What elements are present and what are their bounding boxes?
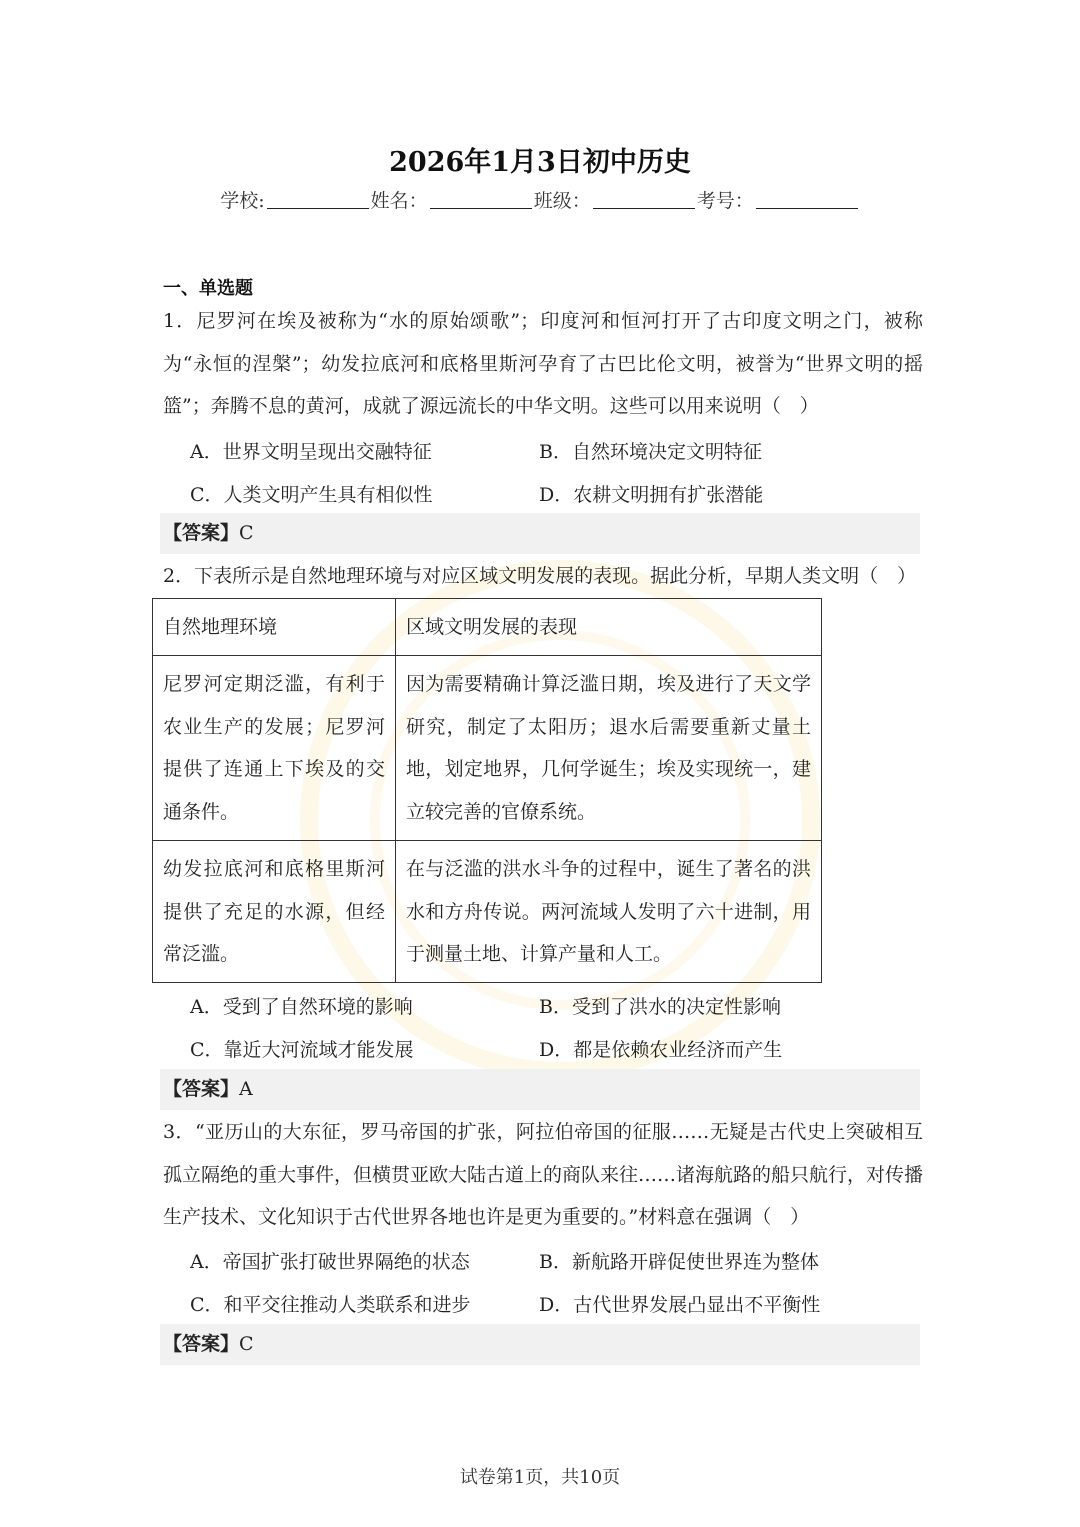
option-letter: B． — [539, 996, 572, 1018]
table-row — [153, 841, 822, 983]
question-1-text: 1．尼罗河在埃及被称为“水的原始颂歌”；印度河和恒河打开了古印度文明之门，被称为“永恒的涅槃”；幼发拉底河和底格里斯河孕育了古巴比伦文明，被誉为“世界文明的摇篮”；奔腾不息的黄河，成就了源远流长的中华文明。这些可以用来说明（ ） — [163, 310, 923, 417]
answer-value: C — [239, 1333, 254, 1355]
option-text: 农耕文明拥有扩张潜能 — [573, 484, 764, 506]
question-3-answer — [160, 1324, 920, 1365]
table-header-row — [153, 599, 822, 656]
table-row — [153, 656, 822, 841]
question-3-option-a[interactable] — [190, 1247, 470, 1274]
question-2-text: 2．下表所示是自然地理环境与对应区域文明发展的表现。据此分析，早期人类文明（ ） — [163, 565, 917, 587]
option-text: 古代世界发展凸显出不平衡性 — [573, 1294, 821, 1316]
table-cell: 尼罗河定期泛滥，有利于农业生产的发展；尼罗河提供了连通上下埃及的交通条件。 — [153, 656, 396, 841]
option-text: 新航路开辟促使世界连为整体 — [571, 1251, 819, 1273]
name-label: 姓名： — [370, 190, 428, 212]
answer-label: 【答案】 — [163, 1333, 240, 1355]
option-text: 世界文明呈现出交融特征 — [222, 441, 432, 463]
answer-label: 【答案】 — [163, 522, 240, 544]
question-1-answer — [160, 513, 920, 554]
table-cell: 在与泛滥的洪水斗争的过程中，诞生了著名的洪水和方舟传说。两河流域人发明了六十进制，用于测量土地、计算产量和人工。 — [396, 841, 822, 983]
question-3-text: 3．“亚历山的大东征，罗马帝国的扩张，阿拉伯帝国的征服……无疑是古代史上突破相互孤立隔绝的重大事件，但横贯亚欧大陆古道上的商队来往……诸海航路的船只航行，对传播生产技术、文化知识于古代世界各地也许是更为重要的。”材料意在强调（ ） — [163, 1121, 924, 1228]
number-blank[interactable] — [756, 190, 858, 209]
option-letter: D． — [539, 1294, 574, 1316]
class-label: 班级： — [533, 190, 591, 212]
option-letter: B． — [539, 1251, 572, 1273]
environment-table — [152, 598, 822, 983]
option-text: 都是依赖农业经济而产生 — [573, 1039, 783, 1061]
question-2-option-b[interactable] — [539, 992, 781, 1019]
question-1-option-b[interactable] — [539, 437, 762, 464]
option-letter: D． — [539, 1039, 574, 1061]
question-1-option-c[interactable] — [190, 480, 433, 507]
question-1-option-a[interactable] — [190, 437, 432, 464]
option-text: 帝国扩张打破世界隔绝的状态 — [222, 1251, 470, 1273]
page-title: 2026年1月3日初中历史 — [389, 147, 691, 178]
section-title: 一、单选题 — [163, 278, 253, 299]
table-header-cell: 自然地理环境 — [153, 599, 396, 656]
question-3-option-b[interactable] — [539, 1247, 819, 1274]
question-2-option-c[interactable] — [190, 1035, 414, 1062]
answer-value: C — [239, 522, 254, 544]
answer-label: 【答案】 — [163, 1078, 240, 1100]
option-text: 自然环境决定文明特征 — [571, 441, 762, 463]
option-letter: A． — [190, 996, 223, 1018]
question-2-option-d[interactable] — [539, 1035, 782, 1062]
school-label: 学校: — [220, 190, 265, 212]
question-2-option-a[interactable] — [190, 992, 413, 1019]
option-text: 受到了洪水的决定性影响 — [571, 996, 781, 1018]
table-cell: 幼发拉底河和底格里斯河提供了充足的水源，但经常泛滥。 — [153, 841, 396, 983]
option-letter: C． — [190, 1039, 224, 1061]
name-blank[interactable] — [430, 190, 532, 209]
option-letter: D． — [539, 484, 574, 506]
table-header-cell: 区域文明发展的表现 — [396, 599, 822, 656]
question-3-option-d[interactable] — [539, 1290, 820, 1317]
option-letter: B． — [539, 441, 572, 463]
option-text: 人类文明产生具有相似性 — [223, 484, 433, 506]
page-footer: 试卷第1页，共10页 — [459, 1467, 621, 1488]
number-label: 考号： — [696, 190, 754, 212]
class-blank[interactable] — [593, 190, 695, 209]
option-text: 和平交往推动人类联系和进步 — [223, 1294, 471, 1316]
option-letter: A． — [190, 1251, 223, 1273]
option-letter: C． — [190, 1294, 224, 1316]
option-text: 靠近大河流域才能发展 — [223, 1039, 414, 1061]
school-blank[interactable] — [267, 190, 369, 209]
question-1-option-d[interactable] — [539, 480, 763, 507]
table-cell: 因为需要精确计算泛滥日期，埃及进行了天文学研究，制定了太阳历；退水后需要重新丈量土地，划定地界，几何学诞生；埃及实现统一，建立较完善的官僚系统。 — [396, 656, 822, 841]
question-2-answer — [160, 1069, 920, 1110]
question-3-option-c[interactable] — [190, 1290, 471, 1317]
option-text: 受到了自然环境的影响 — [222, 996, 413, 1018]
option-letter: C． — [190, 484, 224, 506]
option-letter: A． — [190, 441, 223, 463]
student-info-line — [0, 186, 1080, 213]
answer-value: A — [239, 1078, 253, 1100]
